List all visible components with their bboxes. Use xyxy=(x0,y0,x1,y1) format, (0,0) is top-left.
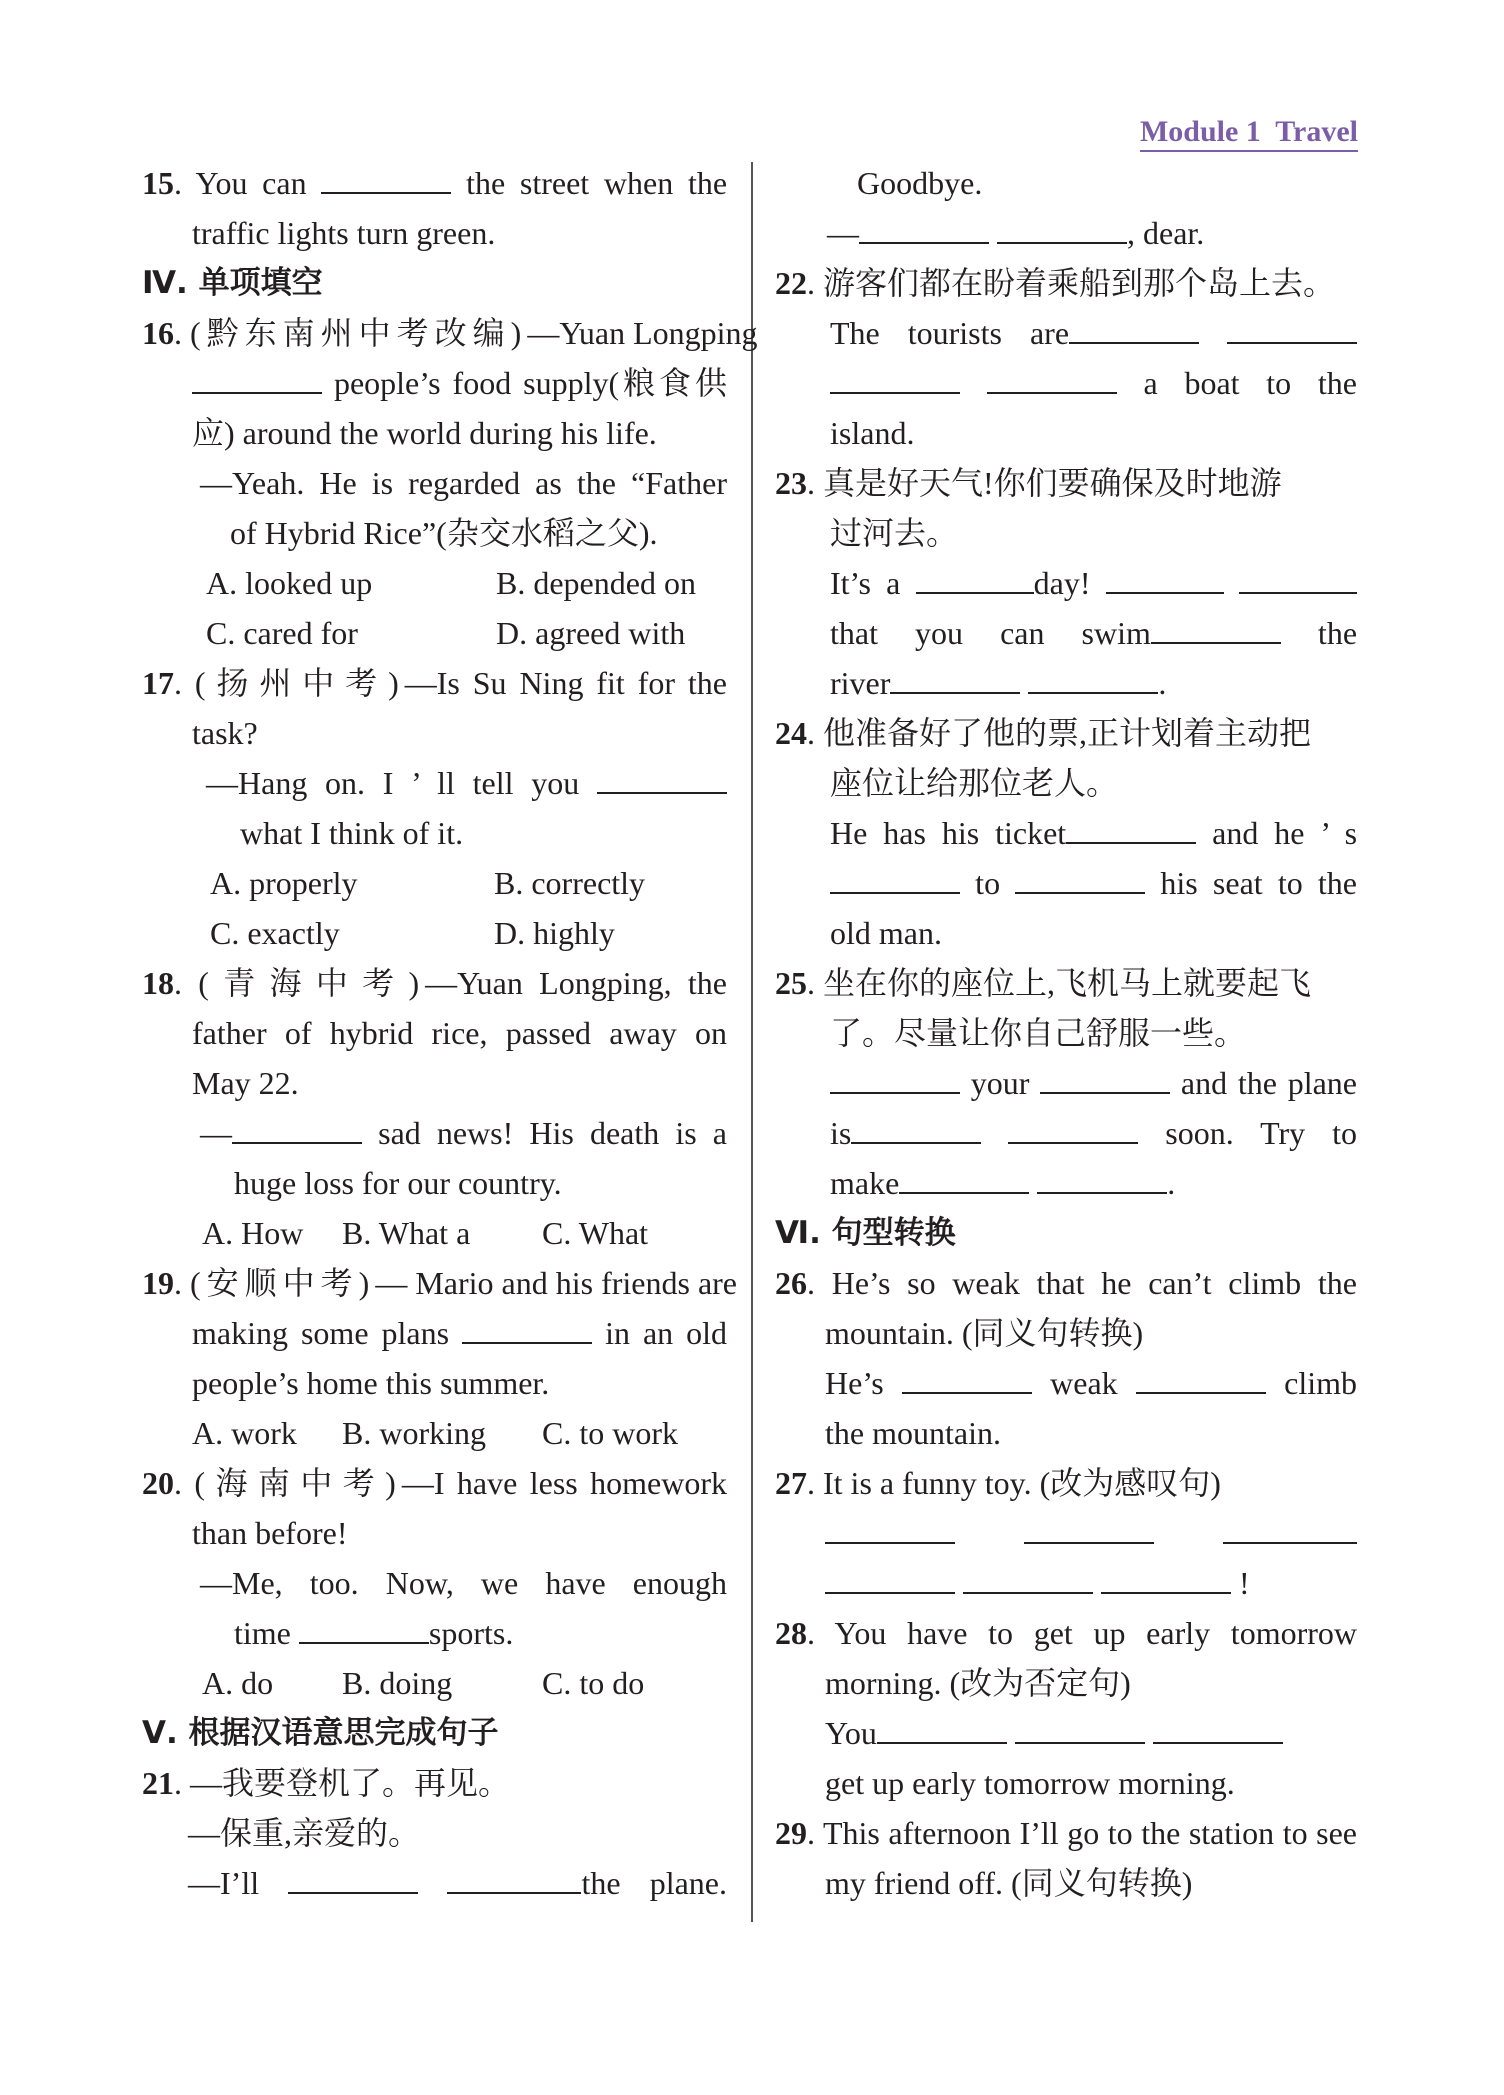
option-a[interactable]: A. How xyxy=(202,1215,304,1251)
question-26: 26. He’s so weak that he can’t climb the xyxy=(775,1265,1358,1301)
answer-blank[interactable] xyxy=(597,758,727,794)
answer-blank[interactable] xyxy=(1024,1508,1154,1544)
question-15: 15. You can the street when the xyxy=(142,158,727,208)
answer-blank[interactable] xyxy=(1015,858,1145,894)
question-29: 29. This afternoon I’ll go to the station to see xyxy=(775,1815,1357,1851)
question-19: 19. (安顺中考)— Mario and his friends are xyxy=(142,1265,737,1301)
question-27: 27. It is a funny toy. (改为感叹句) xyxy=(775,1465,1221,1501)
answer-blank[interactable] xyxy=(288,1858,418,1894)
question-22: 22. 游客们都在盼着乘船到那个岛上去。 xyxy=(775,265,1336,301)
answer-blank[interactable] xyxy=(902,1358,1032,1394)
option-a[interactable]: A. properly xyxy=(210,865,358,901)
column-divider xyxy=(751,162,753,1922)
question-20: 20. (海南中考)—I have less homework xyxy=(142,1465,728,1501)
option-c[interactable]: C. cared for xyxy=(206,615,358,651)
option-a[interactable]: A. work xyxy=(192,1415,297,1451)
section-heading-4: Ⅳ. 单项填空 xyxy=(142,265,323,301)
answer-blank[interactable] xyxy=(1015,1708,1145,1744)
answer-blank[interactable] xyxy=(1101,1558,1231,1594)
option-b[interactable]: B. correctly xyxy=(494,865,646,901)
module-title: Travel xyxy=(1275,115,1358,148)
option-c[interactable]: C. to do xyxy=(542,1665,645,1701)
question-23: 23. 真是好天气!你们要确保及时地游 xyxy=(775,465,1282,501)
option-b[interactable]: B. What a xyxy=(342,1215,471,1251)
answer-blank[interactable] xyxy=(830,858,960,894)
answer-blank[interactable] xyxy=(1151,608,1281,644)
answer-blank[interactable] xyxy=(997,208,1127,244)
answer-blank[interactable] xyxy=(963,1558,1093,1594)
answer-blank[interactable] xyxy=(1040,1058,1170,1094)
option-c[interactable]: C. to work xyxy=(542,1415,678,1451)
option-d[interactable]: D. highly xyxy=(494,915,615,951)
option-a[interactable]: A. looked up xyxy=(206,565,373,601)
answer-blank[interactable] xyxy=(830,1058,960,1094)
answer-blank[interactable] xyxy=(877,1708,1007,1744)
option-a[interactable]: A. do xyxy=(202,1665,274,1701)
option-b[interactable]: B. working xyxy=(342,1415,486,1451)
answer-blank[interactable] xyxy=(825,1558,955,1594)
left-column: 15. You can the street when the traffic lights turn green. Ⅳ. 单项填空 16. (黔东南州中考改编)—Yuan Longping people’s food supply(粮食供 应) around the world during his life. —Yeah. He is regarded as the “Father of Hybrid Rice”(杂交水稻之父). A. looked up B. depended on C. cared for D. agreed with 17. (扬州中考)—Is Su Ning fit for the task? —Hang on. I ’ ll tell you what I think of it. A. properly B. correctly C. exactly D. highly 18. (青海中考)—Yuan Longping, the father of hybrid rice, passed away on May 22. — sad news! His death is a huge loss for our country. A. How B. What a C. What 19. (安顺中考)— Mario and his friends are making some plans in an old people’s home this summer. A. work B. working C. to work 20. (海南中考)—I have less homework than before! —Me, too. Now, we have enough time sports. A. do B. doing C. to do Ⅴ. 根据汉语意思完成句子 21. —我要登机了。再见。 —保重,亲爱的。 —I’ll the plane. xyxy=(142,158,727,1908)
option-b[interactable]: B. depended on xyxy=(496,565,696,601)
question-28: 28. You have to get up early tomorrow xyxy=(775,1615,1358,1651)
answer-blank[interactable] xyxy=(1136,1358,1266,1394)
question-18: 18. (青海中考)—Yuan Longping, the xyxy=(142,965,727,1001)
option-c[interactable]: C. exactly xyxy=(210,915,340,951)
answer-blank[interactable] xyxy=(1106,558,1224,594)
answer-blank[interactable] xyxy=(859,208,989,244)
section-heading-5: Ⅴ. 根据汉语意思完成句子 xyxy=(142,1715,499,1751)
question-24: 24. 他准备好了他的票,正计划着主动把 xyxy=(775,715,1312,751)
answer-blank[interactable] xyxy=(825,1508,955,1544)
section-heading-6: Ⅵ. 句型转换 xyxy=(775,1215,956,1251)
answer-blank[interactable] xyxy=(1037,1158,1167,1194)
page-header xyxy=(1140,114,1358,152)
answer-blank[interactable] xyxy=(1153,1708,1283,1744)
option-d[interactable]: D. agreed with xyxy=(496,615,686,651)
module-number: Module 1 xyxy=(1139,115,1261,148)
answer-blank[interactable] xyxy=(916,558,1034,594)
option-c[interactable]: C. What xyxy=(542,1215,649,1251)
answer-blank[interactable] xyxy=(1239,558,1357,594)
answer-blank[interactable] xyxy=(987,358,1117,394)
answer-blank[interactable] xyxy=(830,358,960,394)
answer-blank[interactable] xyxy=(1066,808,1196,844)
answer-blank[interactable] xyxy=(890,658,1020,694)
answer-blank[interactable] xyxy=(232,1108,362,1144)
answer-blank[interactable] xyxy=(851,1108,981,1144)
answer-blank[interactable] xyxy=(192,358,322,394)
question-17: 17. (扬州中考)—Is Su Ning fit for the xyxy=(142,665,727,701)
question-25: 25. 坐在你的座位上,飞机马上就要起飞 xyxy=(775,965,1312,1001)
right-column: Goodbye. — , dear. 22. 游客们都在盼着乘船到那个岛上去。 The tourists are a boat to the island. 23. 真是好天气!你们要确保及时地游 过河去。 It’s a day! that you can swim the river . 24. 他准备好了他的票,正计划着主动把 座位让给那位老人。 He has his ticket and he ’ s to his seat to the old man. 25. 坐在你的座位上,飞机马上就要起飞 了。尽量让你自己舒服一些。 your and the plane is soon. Try to make . Ⅵ. 句型转换 26. He’s so weak that he can’t climb the mountain. (同义句转换) He’s weak climb the mountain. 27. It is a funny toy. (改为感叹句) ! 28. You have to get up early tomorrow morning. (改为否定句) You get up early tomorrow morning. 29. This afternoon I’ll go to the station to see my friend off. (同义句转换) xyxy=(775,165,1358,1901)
question-21: 21. —我要登机了。再见。 xyxy=(142,1765,511,1801)
answer-blank[interactable] xyxy=(1008,1108,1138,1144)
option-b[interactable]: B. doing xyxy=(342,1665,453,1701)
answer-blank[interactable] xyxy=(1227,308,1357,344)
answer-blank[interactable] xyxy=(462,1308,592,1344)
answer-blank[interactable] xyxy=(299,1608,429,1644)
answer-blank[interactable] xyxy=(1028,658,1158,694)
answer-blank[interactable] xyxy=(899,1158,1029,1194)
answer-blank[interactable] xyxy=(1069,308,1199,344)
answer-blank[interactable] xyxy=(321,158,451,194)
question-16: 16. (黔东南州中考改编)—Yuan Longping xyxy=(142,315,758,351)
answer-blank[interactable] xyxy=(447,1858,581,1894)
answer-blank[interactable] xyxy=(1223,1508,1357,1544)
